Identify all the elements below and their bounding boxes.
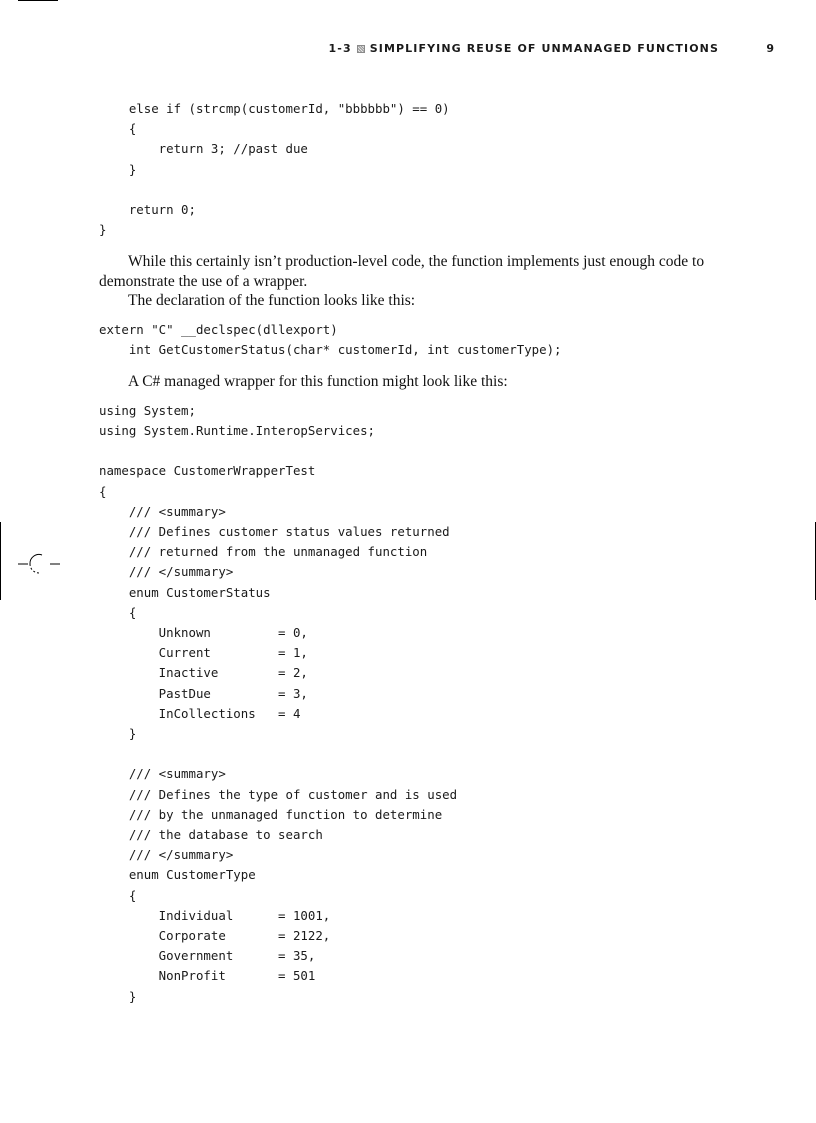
- code-line: int GetCustomerStatus(char* customerId, int customerType);: [99, 342, 562, 358]
- code-listing: [99, 401, 739, 1007]
- code-line: {: [99, 887, 137, 903]
- code-line: }: [99, 161, 137, 177]
- code-line: {: [99, 604, 137, 620]
- code-line: /// by the unmanaged function to determine: [99, 806, 443, 822]
- chapter-title: SIMPLIFYING REUSE OF UNMANAGED FUNCTIONS: [369, 42, 719, 55]
- code-line: return 0;: [99, 202, 196, 217]
- code-line: /// </summary>: [99, 847, 234, 863]
- code-line: [99, 180, 739, 200]
- code-line: using System.Runtime.InteropServices;: [99, 423, 376, 439]
- code-line: {: [99, 483, 107, 499]
- code-listing: [99, 99, 739, 240]
- code-line: [99, 744, 739, 764]
- code-line: }: [99, 222, 107, 238]
- code-line: Current = 1,: [99, 645, 308, 661]
- code-line: /// returned from the unmanaged function: [99, 544, 428, 560]
- code-line: /// <summary>: [99, 503, 226, 519]
- code-line: enum CustomerType: [99, 867, 256, 883]
- section-number: 1-3: [328, 42, 352, 55]
- code-line: PastDue = 3,: [99, 685, 308, 701]
- paragraph: While this certainly isn’t production-level code, the function implements just enough code to demonstrate the use of a wrapper.: [99, 253, 705, 290]
- code-line: [99, 441, 739, 461]
- registration-mark-icon: [18, 546, 62, 578]
- code-line: Individual = 1001,: [99, 907, 331, 923]
- left-crop-rule: [0, 522, 1, 600]
- top-crop-rule: [18, 0, 58, 1]
- code-line: else if (strcmp(customerId, "bbbbbb") == 0): [99, 101, 450, 116]
- code-line: namespace CustomerWrapperTest: [99, 463, 316, 479]
- code-line: Inactive = 2,: [99, 665, 308, 681]
- code-line: }: [99, 988, 137, 1004]
- body-text: [99, 372, 739, 392]
- code-line: {: [99, 121, 137, 137]
- separator-square-icon: [357, 45, 365, 53]
- code-line: }: [99, 726, 137, 742]
- header-title: [329, 42, 719, 55]
- page-number: 9: [766, 42, 774, 55]
- body-text: [99, 252, 739, 311]
- page-body: [99, 99, 739, 1007]
- code-line: Government = 35,: [99, 948, 316, 964]
- code-line: /// </summary>: [99, 564, 234, 580]
- code-line: /// <summary>: [99, 766, 226, 782]
- running-header: [0, 42, 816, 60]
- paragraph: A C# managed wrapper for this function might look like this:: [128, 373, 508, 391]
- paragraph: The declaration of the function looks like this:: [128, 292, 416, 310]
- code-line: /// Defines customer status values returned: [99, 524, 450, 540]
- code-line: return 3; //past due: [99, 141, 308, 157]
- code-line: /// Defines the type of customer and is used: [99, 786, 458, 802]
- code-line: enum CustomerStatus: [99, 584, 271, 600]
- code-line: using System;: [99, 402, 196, 418]
- code-line: Unknown = 0,: [99, 625, 308, 641]
- code-line: InCollections = 4: [99, 705, 301, 721]
- code-line: NonProfit = 501: [99, 968, 316, 984]
- code-listing: [99, 320, 739, 360]
- code-line: extern "C" __declspec(dllexport): [99, 321, 338, 337]
- code-line: Corporate = 2122,: [99, 928, 331, 944]
- code-line: /// the database to search: [99, 827, 323, 843]
